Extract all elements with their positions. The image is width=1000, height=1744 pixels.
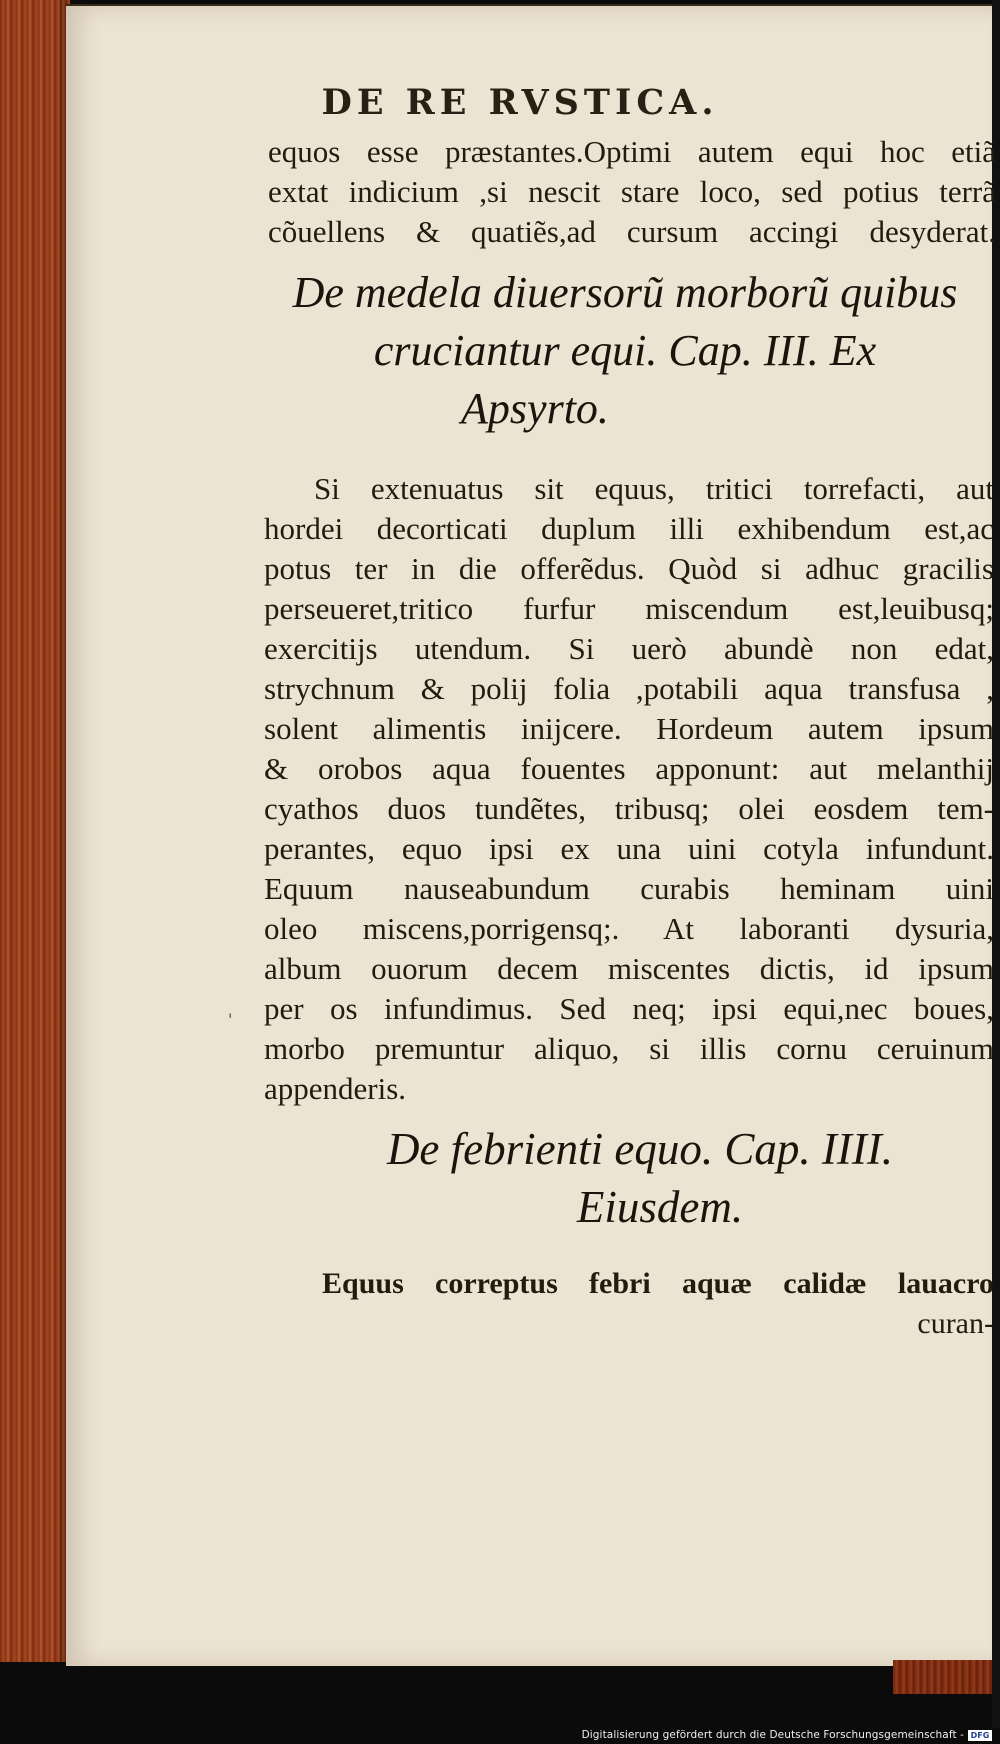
chapter-4-body xyxy=(322,1264,994,1344)
text-line: perseueret,tritico furfur miscendum est,leuibusq; xyxy=(264,591,994,626)
heading-line: cruciantur equi. Cap. III. Ex xyxy=(373,326,877,375)
text-line: hordei decorticati duplum illi exhibendum est,ac xyxy=(264,511,994,546)
text-line: perantes, equo ipsi ex una uini cotyla infundunt. xyxy=(264,831,994,866)
chapter-3-body xyxy=(264,469,994,1109)
text-line: per os infundimus. Sed neq; ipsi equi,nec boues, xyxy=(264,991,994,1026)
book-page-edges xyxy=(0,0,70,1662)
text-line: Equum nauseabundum curabis heminam uini xyxy=(264,871,994,906)
heading-line: De febrienti equo. Cap. IIII. xyxy=(386,1124,894,1174)
text-line: oleo miscens,porrigensq;. At laboranti dysuria, xyxy=(264,911,994,946)
text-line: morbo premuntur aliquo, si illis cornu ceruinum xyxy=(264,1031,994,1066)
text-line: Equus correptus febri aquæ calidæ lauacro xyxy=(322,1267,994,1300)
heading-line: De medela diuersorũ morborũ quibus xyxy=(292,268,958,317)
running-head: DE RE RVSTICA. xyxy=(321,82,719,123)
text-line: potus ter in die offerẽdus. Quòd si adhuc gracilis xyxy=(264,551,994,586)
dfg-logo: DFG xyxy=(968,1730,992,1741)
chapter-4-heading xyxy=(290,1120,990,1236)
text-line: solent alimentis inijcere. Hordeum autem ipsum xyxy=(264,711,994,746)
text-line: & orobos aqua fouentes apponunt: aut melanthij xyxy=(264,751,994,786)
text-line: exercitijs utendum. Si uerò abundè non edat, xyxy=(264,631,994,666)
text-line: strychnum & polij folia ,potabili aqua transfusa , xyxy=(264,671,994,706)
catchword: curan- xyxy=(917,1307,994,1340)
text-line: equos esse præstantes.Optimi autem equi hoc etiã xyxy=(268,134,996,169)
funding-credit: Digitalisierung gefördert durch die Deutsche Forschungsgemeinschaft - xyxy=(581,1729,964,1741)
margin-mark: ' xyxy=(228,1010,233,1029)
page-leaves-bottom xyxy=(893,1660,993,1694)
text-line: extat indicium ,si nescit stare loco, sed potius terrã xyxy=(268,174,996,209)
text-line: appenderis. xyxy=(264,1071,407,1106)
heading-line: Eiusdem. xyxy=(576,1182,744,1232)
intro-paragraph xyxy=(268,132,996,252)
heading-line: Apsyrto. xyxy=(461,384,609,433)
text-line: album ouorum decem miscentes dictis, id ipsum xyxy=(264,951,994,986)
chapter-3-heading xyxy=(250,264,1000,438)
text-line: cyathos duos tundẽtes, tribusq; olei eosdem tem- xyxy=(264,791,994,826)
text-line: cõuellens & quatiẽs,ad cursum accingi desyderat. xyxy=(268,214,996,249)
text-line: Si extenuatus sit equus, tritici torrefacti, aut xyxy=(314,471,994,506)
